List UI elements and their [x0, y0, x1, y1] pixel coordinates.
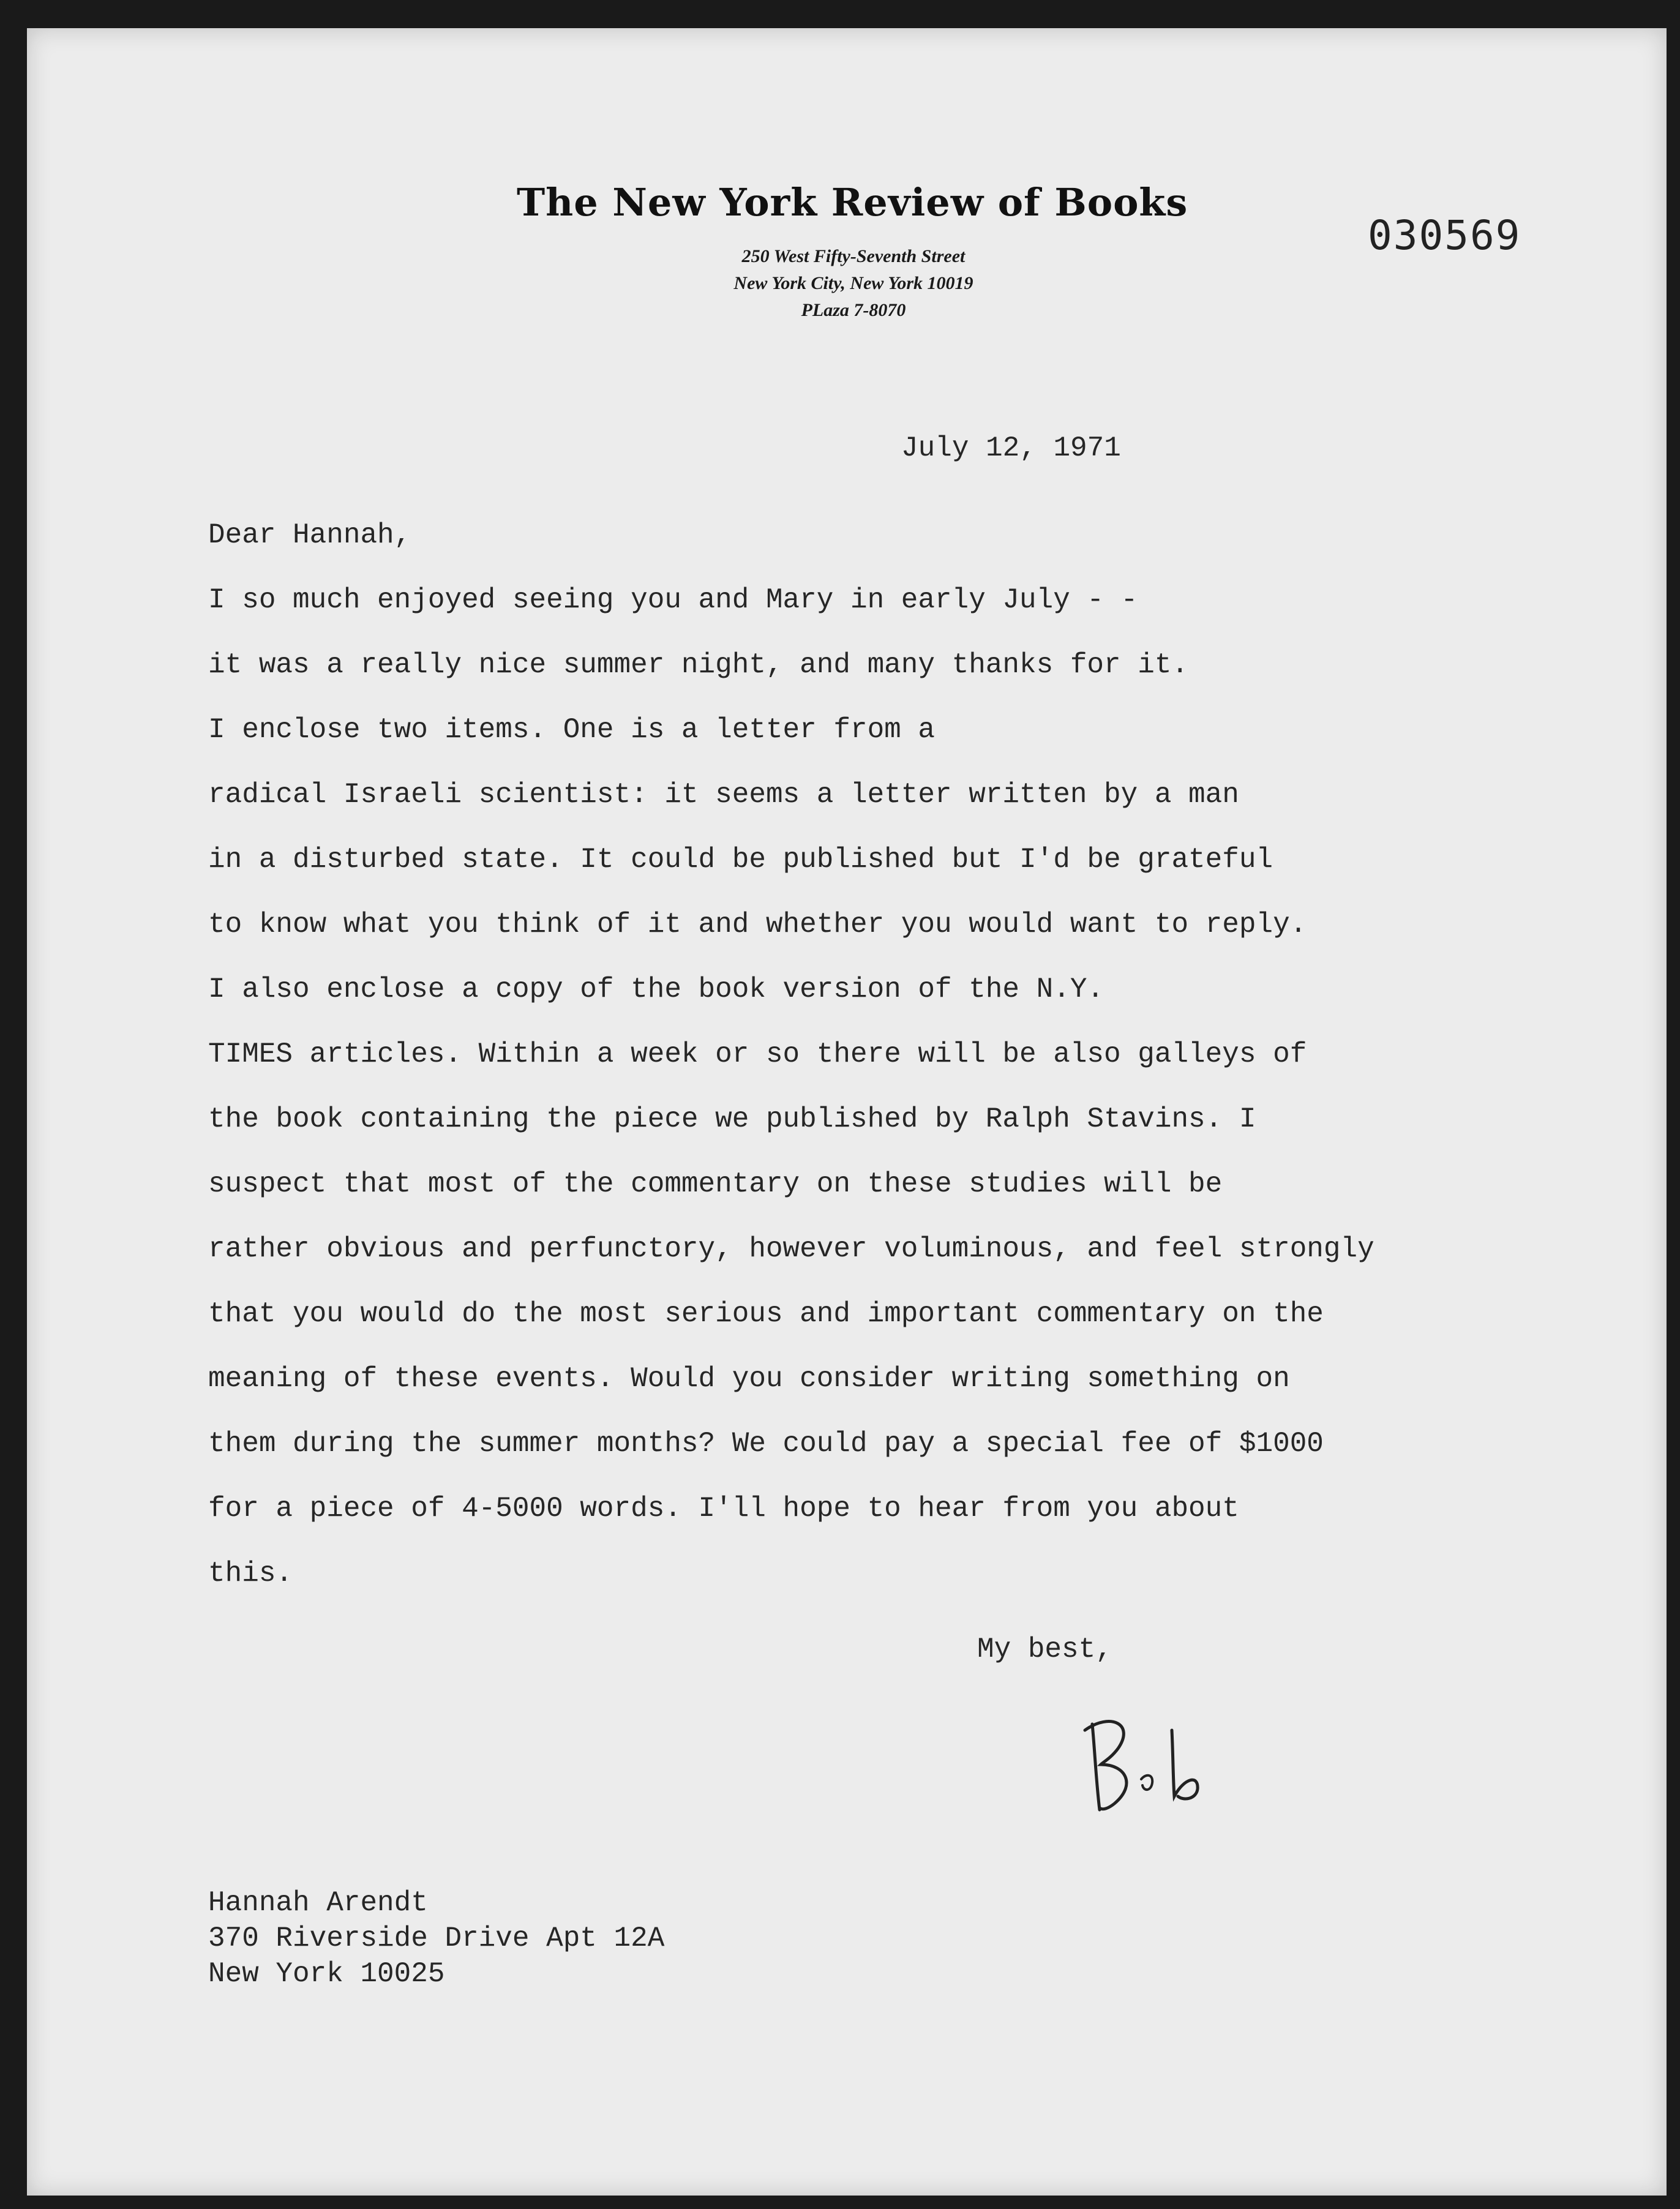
body-line: TIMES articles. Within a week or so there will be also galleys of	[208, 1038, 1307, 1070]
letterhead-title: The New York Review of Books	[517, 180, 1188, 225]
body-line: I so much enjoyed seeing you and Mary in early July - -	[208, 584, 1138, 616]
body-line: to know what you think of it and whether you would want to reply.	[208, 909, 1307, 940]
closing: My best,	[977, 1633, 1112, 1665]
body-line: that you would do the most serious and important commentary on the	[208, 1298, 1324, 1330]
letter-page	[27, 28, 1667, 2196]
body-line: them during the summer months? We could pay a special fee of $1000	[208, 1428, 1324, 1460]
body-line: I enclose two items. One is a letter from a	[208, 714, 935, 746]
body-line: this.	[208, 1558, 293, 1589]
letterhead-address-line2: New York City, New York 10019	[733, 273, 973, 293]
body-line: radical Israeli scientist: it seems a letter written by a man	[208, 779, 1239, 811]
body-line: I also enclose a copy of the book version of the N.Y.	[208, 973, 1104, 1005]
salutation: Dear Hannah,	[208, 519, 411, 551]
letterhead-address-line1: 250 West Fifty-Seventh Street	[741, 246, 966, 266]
handwritten-signature	[1068, 1706, 1239, 1828]
body-line: meaning of these events. Would you consider writing something on	[208, 1363, 1290, 1395]
body-line: the book containing the piece we published by Ralph Stavins. I	[208, 1103, 1256, 1135]
body-line: rather obvious and perfunctory, however voluminous, and feel strongly	[208, 1233, 1374, 1265]
recipient-city: New York 10025	[208, 1958, 445, 1990]
letter-date: July 12, 1971	[901, 432, 1121, 464]
recipient-name: Hannah Arendt	[208, 1887, 428, 1919]
recipient-street: 370 Riverside Drive Apt 12A	[208, 1922, 665, 1954]
document-number: 030569	[1368, 212, 1521, 259]
body-line: for a piece of 4-5000 words. I'll hope to hear from you about	[208, 1493, 1239, 1525]
letterhead-phone: PLaza 7-8070	[801, 300, 906, 320]
body-line: it was a really nice summer night, and many thanks for it.	[208, 649, 1189, 681]
body-line: in a disturbed state. It could be published but I'd be grateful	[208, 844, 1273, 876]
body-line: suspect that most of the commentary on these studies will be	[208, 1168, 1223, 1200]
